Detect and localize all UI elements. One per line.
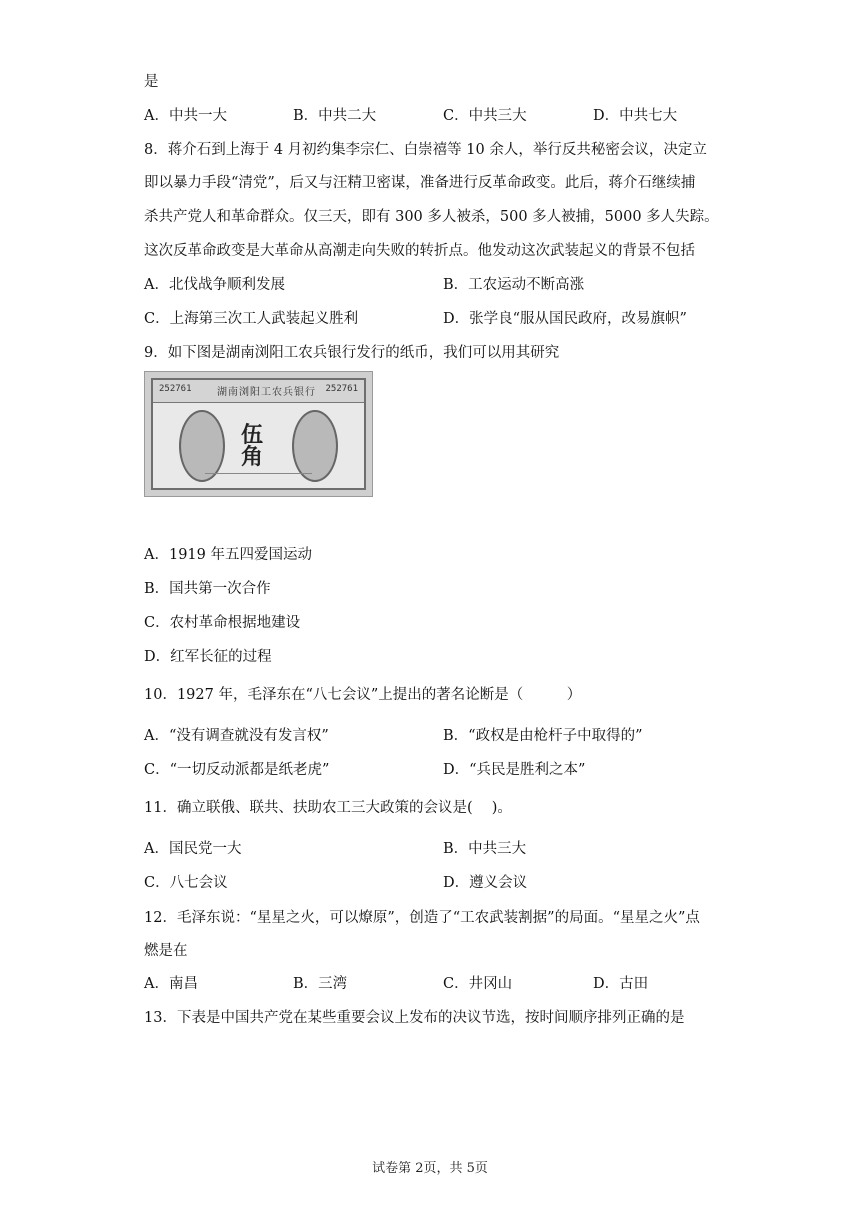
q12-stem-line-1: 12．毛泽东说：“星星之火，可以燎原”，创造了“工农武装割据”的局面。“星星之火”点 [144, 910, 700, 926]
q9-option-b: B．国共第一次合作 [144, 581, 271, 597]
banknote-serial-left: 252761 [159, 384, 192, 394]
q12-option-a: A．南昌 [144, 976, 198, 992]
q10-option-b: B．“政权是由枪杆子中取得的” [443, 728, 643, 744]
q7-stem-tail: 是 [144, 74, 159, 90]
q8-stem-line-4: 这次反革命政变是大革命从高潮走向失败的转折点。他发动这次武装起义的背景不包括 [144, 243, 695, 259]
q7-option-d: D．中共七大 [593, 108, 678, 124]
q12-option-b: B．三湾 [293, 976, 348, 992]
q11-option-d: D．遵义会议 [443, 875, 528, 891]
banknote-serial-right: 252761 [325, 384, 358, 394]
q9-option-a: A．1919 年五四爱国运动 [144, 547, 312, 563]
q8-option-c: C．上海第三次工人武装起义胜利 [144, 311, 359, 327]
q8-option-a: A．北伐战争顺利发展 [144, 277, 285, 293]
q7-option-a: A．中共一大 [144, 108, 227, 124]
q8-option-b: B．工农运动不断高涨 [443, 277, 585, 293]
q9-option-c: C．农村革命根据地建设 [144, 615, 301, 631]
q8-stem-line-2: 即以暴力手段“清党”，后又与汪精卫密谋，准备进行反革命政变。此后，蒋介石继续捕 [144, 175, 696, 191]
q11-option-c: C．八七会议 [144, 875, 228, 891]
q13-stem: 13．下表是中国共产党在某些重要会议上发布的决议节选，按时间顺序排列正确的是 [144, 1010, 685, 1026]
q10-option-d: D．“兵民是胜利之本” [443, 762, 586, 778]
q11-option-a: A．国民党一大 [144, 841, 242, 857]
q9-stem: 9．如下图是湖南浏阳工农兵银行发行的纸币，我们可以用其研究 [144, 345, 560, 361]
q8-stem-line-3: 杀共产党人和革命群众。仅三天，即有 300 多人被杀，500 多人被捕，5000 多人失踪。 [144, 209, 719, 225]
banknote-value: 伍角 [241, 422, 264, 470]
q11-option-b: B．中共三大 [443, 841, 527, 857]
page-footer: 试卷第 2页，共 5页 [372, 1161, 488, 1176]
q12-option-d: D．古田 [593, 976, 649, 992]
q7-option-b: B．中共二大 [293, 108, 377, 124]
q8-stem-line-1: 8．蒋介石到上海于 4 月初约集李宗仁、白崇禧等 10 余人，举行反共秘密会议，决定立 [144, 142, 707, 158]
q10-stem: 10．1927 年，毛泽东在“八七会议”上提出的著名论断是（ ） [144, 687, 582, 703]
q9-option-d: D．红军长征的过程 [144, 649, 272, 665]
q7-option-c: C．中共三大 [443, 108, 527, 124]
banknote-title: 湖南浏阳工农兵银行 [217, 387, 316, 398]
banknote-image [144, 371, 373, 497]
banknote-left-vignette [179, 410, 225, 482]
banknote-right-vignette [292, 410, 338, 482]
q12-option-c: C．井冈山 [443, 976, 513, 992]
q8-option-d: D．张学良“服从国民政府，改易旗帜” [443, 311, 687, 327]
q12-stem-line-2: 燃是在 [144, 943, 188, 959]
q10-option-c: C．“一切反动派都是纸老虎” [144, 762, 330, 778]
q10-option-a: A．“没有调查就没有发言权” [144, 728, 329, 744]
q11-stem: 11．确立联俄、联共、扶助农工三大政策的会议是( )。 [144, 800, 512, 816]
banknote-bottom-strip [205, 473, 312, 484]
